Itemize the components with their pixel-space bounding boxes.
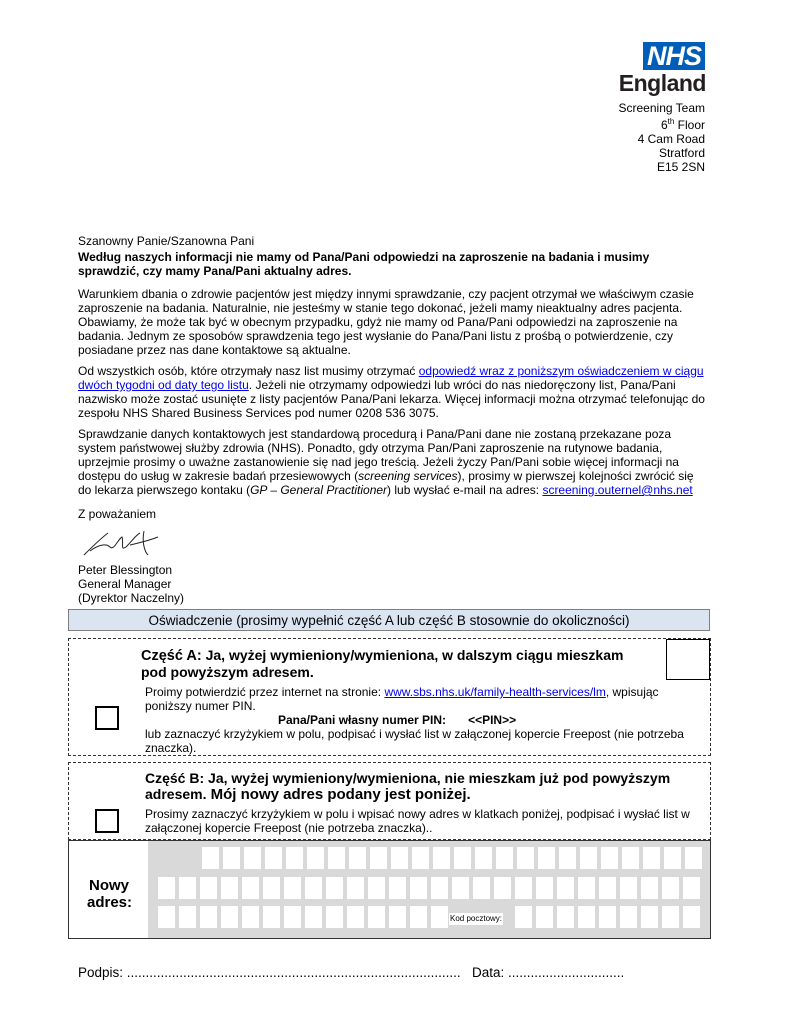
address-char-cell[interactable] [662, 877, 679, 899]
address-char-cell[interactable] [305, 877, 322, 899]
part-a-text: Proimy potwierdzić przez internet na stronie: www.sbs.nhs.uk/family-health-services/lm, wpisując poniższy numer PIN. Pana/Pani własny numer PIN: <<PIN>> lub zaznaczyć krzyżykiem w polu, podpisać i wysłać list w załączonej kopercie Freepost (nie potrzeba znaczka). [145, 685, 684, 755]
address-char-cell[interactable] [328, 847, 345, 869]
address-char-cell[interactable] [622, 847, 639, 869]
address-char-cell[interactable] [683, 877, 700, 899]
address-char-cell[interactable] [536, 877, 553, 899]
address-char-cell[interactable] [620, 877, 637, 899]
address-char-cell[interactable] [158, 877, 175, 899]
new-address-label: Nowy adres: [87, 877, 133, 911]
address-char-cell[interactable] [475, 847, 492, 869]
address-char-cell[interactable] [223, 847, 240, 869]
address-line-street: 4 Cam Road [637, 132, 705, 146]
date-field[interactable]: Data: ............................... [472, 965, 625, 980]
address-char-cell[interactable] [326, 877, 343, 899]
address-char-cell[interactable] [641, 906, 658, 928]
address-line-team: Screening Team [618, 101, 705, 115]
address-grid [148, 841, 710, 938]
paragraph-2: Od wszystkich osób, które otrzymały nasz list musimy otrzymać odpowiedź wraz z poniższym oświadczeniem w ciągu dwóch tygodni od daty tego listu. Jeżeli nie otrzymamy odpowiedzi lub wróci do nas niedoręczony list, Pana/Pani nazwisko może zostać usunięte z listy pacjentów Pana/Pani lekarza. Więcej informacji można otrzymać telefonując do zespołu NHS Shared Business Services pod numer 0208 536 3075. [78, 364, 705, 420]
salutation: Szanowny Panie/Szanowna Pani [78, 234, 255, 248]
address-char-cell[interactable] [454, 847, 471, 869]
part-b-checkbox[interactable] [95, 809, 119, 833]
signature-field[interactable]: Podpis: ......................................................................................... [78, 965, 461, 980]
address-char-cell[interactable] [410, 906, 427, 928]
address-char-cell[interactable] [242, 906, 259, 928]
signer-title-pl: (Dyrektor Naczelny) [78, 591, 185, 605]
address-char-cell[interactable] [326, 906, 343, 928]
address-char-cell[interactable] [389, 877, 406, 899]
address-char-cell[interactable] [557, 877, 574, 899]
address-char-cell[interactable] [368, 906, 385, 928]
address-char-cell[interactable] [242, 877, 259, 899]
signer-title: General Manager [78, 577, 172, 591]
address-char-cell[interactable] [538, 847, 555, 869]
address-char-cell[interactable] [496, 847, 513, 869]
address-char-cell[interactable] [305, 906, 322, 928]
address-char-cell[interactable] [179, 877, 196, 899]
closing: Z poważaniem [78, 507, 157, 521]
address-char-cell[interactable] [494, 877, 511, 899]
address-char-cell[interactable] [662, 906, 679, 928]
part-a-checkbox[interactable] [95, 706, 119, 730]
address-char-cell[interactable] [347, 906, 364, 928]
part-a-box[interactable] [666, 639, 710, 680]
sbs-link[interactable]: www.sbs.nhs.uk/family-health-services/lm [384, 685, 606, 699]
address-char-cell[interactable] [200, 877, 217, 899]
signature-image [78, 525, 708, 563]
address-char-cell[interactable] [221, 906, 238, 928]
part-b-section [68, 762, 711, 840]
address-char-cell[interactable] [158, 906, 175, 928]
declaration-header: Oświadczenie (prosimy wypełnić część A lub część B stosownie do okoliczności) [68, 609, 710, 631]
address-char-cell[interactable] [202, 847, 219, 869]
address-char-cell[interactable] [370, 847, 387, 869]
address-char-cell[interactable] [517, 847, 534, 869]
pin-value: <<PIN>> [468, 713, 517, 727]
address-char-cell[interactable] [433, 847, 450, 869]
address-char-cell[interactable] [221, 877, 238, 899]
address-char-cell[interactable] [536, 906, 553, 928]
sender-address [619, 101, 706, 174]
address-char-cell[interactable] [368, 877, 385, 899]
address-char-cell[interactable] [664, 847, 681, 869]
signer-name: Peter Blessington [78, 563, 173, 577]
address-char-cell[interactable] [431, 906, 448, 928]
address-char-cell[interactable] [244, 847, 261, 869]
address-line-city: Stratford [658, 146, 705, 160]
part-b-title: Część B: Ja, wyżej wymieniony/wymieniona, nie mieszkam już pod powyższym adresem. Mój nowy adres podany jest poniżej. [145, 770, 671, 803]
address-char-cell[interactable] [391, 847, 408, 869]
nhs-logo-box: NHS [643, 42, 705, 70]
address-char-cell[interactable] [599, 906, 616, 928]
address-char-cell[interactable] [473, 877, 490, 899]
email-link[interactable]: screening.outernel@nhs.net [542, 483, 693, 497]
address-line-postcode: E15 2SN [656, 160, 705, 174]
paragraph-1: Warunkiem dbania o zdrowie pacjentów jest między innymi sprawdzanie, czy pacjent otrzymał we właściwym czasie zaproszenie na badania. Naturalnie, nie jesteśmy w stanie tego dokonać, jeżeli mamy nieaktualny adres pacjenta. Obawiamy, że może tak być w obecnym przypadku, gdyż nie mamy od Pana/Pani odpowiedzi na zaproszenie na badania. Jednym ze sposobów sprawdzenia tego jest wysłanie do Pana/Pani listu z prośbą o potwierdzenie, czy posiadane przez nas dane kontaktowe są aktualne. [78, 287, 694, 357]
address-char-cell[interactable] [683, 906, 700, 928]
address-char-cell[interactable] [599, 877, 616, 899]
address-char-cell[interactable] [263, 877, 280, 899]
address-char-cell[interactable] [515, 906, 532, 928]
part-a-instruction: lub zaznaczyć krzyżykiem w polu, podpisać i wysłać list w załączonej kopercie Freepost (nie potrzeba znaczka). [145, 727, 684, 755]
letter-body [78, 234, 708, 605]
address-char-cell[interactable] [284, 906, 301, 928]
address-char-cell[interactable] [601, 847, 618, 869]
address-char-cell[interactable] [515, 877, 532, 899]
address-char-cell[interactable] [620, 906, 637, 928]
address-char-cell[interactable] [580, 847, 597, 869]
deadline-link[interactable]: odpowiedź wraz z poniższym oświadczeniem w ciągu dwóch tygodni od daty tego listu [78, 364, 704, 392]
address-char-cell[interactable] [410, 877, 427, 899]
address-char-cell[interactable] [431, 877, 448, 899]
paragraph-3: Sprawdzanie danych kontaktowych jest standardową procedurą i Pana/Pani dane nie zostaną przekazane poza system państwowej służby zdrowia (NHS). Ponadto, gdy otrzyma Pan/Pani zaproszenie na rutynowe badania, uprzejmie prosimy o uważne zastanowienie się nad jego treścią. Jeżeli życzy Pan/Pani sobie więcej informacji na dostępu do usług w zakresie badań przesiewowych (screening services), prosimy w pierwszej kolejności zwrócić się do lekarza pierwszego kontaku (GP – General Practitioner) lub wysłać e-mail na adres: screening.outernel@nhs.net [78, 427, 694, 497]
address-char-cell[interactable] [347, 877, 364, 899]
address-char-cell[interactable] [389, 906, 406, 928]
address-char-cell[interactable] [200, 906, 217, 928]
logo-region: England [618, 70, 706, 96]
part-a-title: Część A: Ja, wyżej wymieniony/wymieniona, w dalszym ciągu mieszkam pod powyższym adresem. [141, 647, 624, 680]
address-char-cell[interactable] [559, 847, 576, 869]
address-line-floor: 6th Floor [660, 117, 705, 132]
address-char-cell[interactable] [263, 906, 280, 928]
address-char-cell[interactable] [349, 847, 366, 869]
address-char-cell[interactable] [685, 847, 702, 869]
nhs-england-logo [610, 42, 706, 96]
address-char-cell[interactable] [557, 906, 574, 928]
part-b-text: Prosimy zaznaczyć krzyżykiem w polu i wpisać nowy adres w klatkach poniżej, podpisać i wysłać list w załączonej kopercie Freepost (nie potrzeba znaczka).. [145, 807, 690, 835]
address-char-cell[interactable] [641, 877, 658, 899]
address-char-cell[interactable] [578, 906, 595, 928]
address-char-cell[interactable] [286, 847, 303, 869]
address-char-cell[interactable] [307, 847, 324, 869]
address-char-cell[interactable] [412, 847, 429, 869]
address-char-cell[interactable] [452, 877, 469, 899]
postcode-label: Kod pocztowy: [450, 914, 503, 923]
address-char-cell[interactable] [265, 847, 282, 869]
pin-row: Pana/Pani własny numer PIN: <<PIN>> [278, 713, 517, 727]
letter-heading: Według naszych informacji nie mamy od Pana/Pani odpowiedzi na zaproszenie na badania i musimy sprawdzić, czy mamy Pana/Pani aktualny adres. [78, 250, 650, 278]
address-char-cell[interactable] [179, 906, 196, 928]
part-a-section [68, 638, 711, 756]
address-char-cell[interactable] [643, 847, 660, 869]
address-char-cell[interactable] [578, 877, 595, 899]
address-char-cell[interactable] [284, 877, 301, 899]
